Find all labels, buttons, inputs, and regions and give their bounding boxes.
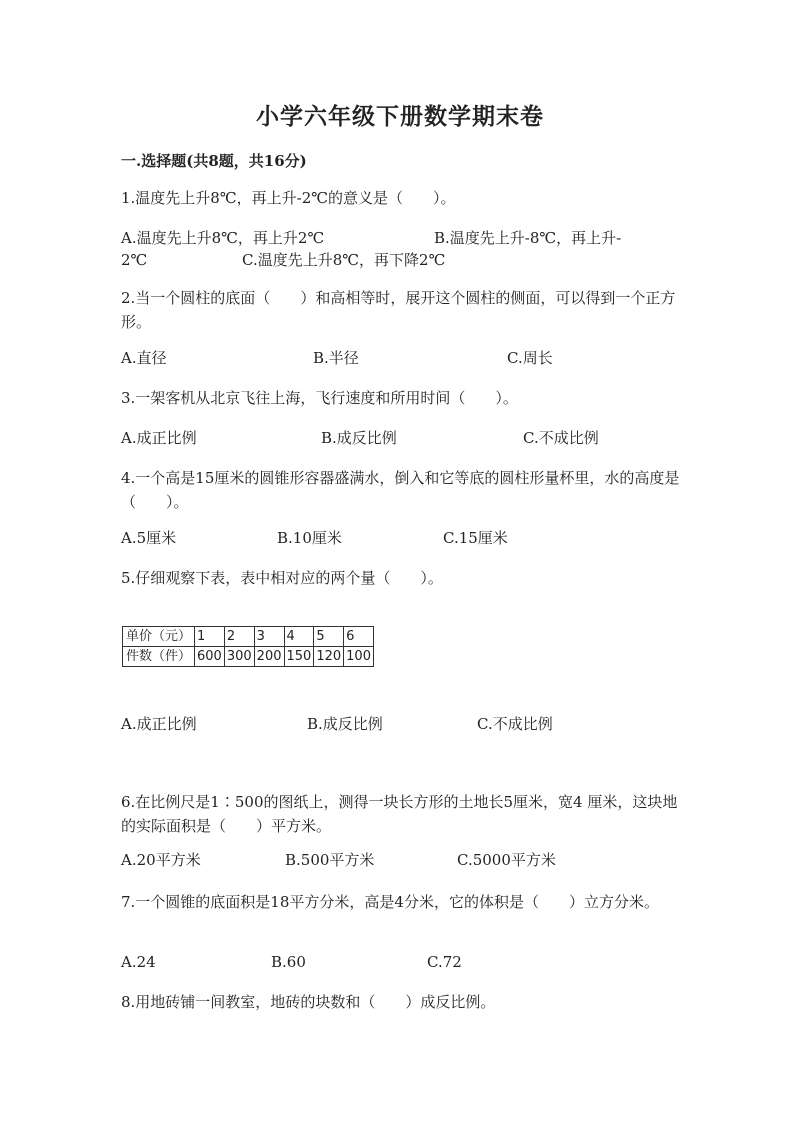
page-title: 小学六年级下册数学期末卷 — [256, 103, 544, 130]
section-heading: 一.选择题(共8题，共16分) — [121, 152, 307, 170]
q7-option-b: B.60 — [271, 953, 306, 971]
q5-option-c: C.不成比例 — [477, 715, 553, 733]
q2-options — [121, 346, 686, 370]
q6-option-c: C.5000平方米 — [457, 851, 556, 869]
table-cell: 3 — [254, 627, 284, 647]
table-cell: 600 — [195, 647, 225, 667]
q4-option-c: C.15厘米 — [443, 529, 508, 547]
table-cell: 单价（元） — [123, 627, 195, 647]
q6-options — [121, 848, 686, 872]
question-2: 2.当一个圆柱的底面（ ）和高相等时，展开这个圆柱的侧面，可以得到一个正方形。 — [121, 289, 676, 331]
price-quantity-table — [122, 626, 374, 667]
q7-option-a: A.24 — [121, 953, 156, 971]
question-4: 4.一个高是15厘米的圆锥形容器盛满水，倒入和它等底的圆柱形量杯里，水的高度是（ ）。 — [121, 469, 680, 511]
table-cell: 6 — [344, 627, 374, 647]
q1-option-b-continued: 2℃ — [121, 251, 148, 269]
q3-option-b: B.成反比例 — [321, 429, 397, 447]
table-cell: 1 — [195, 627, 225, 647]
question-8: 8.用地砖铺一间教室，地砖的块数和（ ）成反比例。 — [121, 993, 496, 1011]
table-cell: 100 — [344, 647, 374, 667]
q3-option-c: C.不成比例 — [523, 429, 599, 447]
q5-options — [121, 712, 686, 736]
q2-option-a: A.直径 — [121, 349, 167, 367]
q1-option-c: C.温度先上升8℃，再下降2℃ — [242, 251, 446, 269]
table-cell: 120 — [314, 647, 344, 667]
q1-option-a: A.温度先上升8℃，再上升2℃ — [121, 229, 325, 247]
table-cell: 150 — [284, 647, 314, 667]
q4-option-a: A.5厘米 — [121, 529, 177, 547]
q6-option-b: B.500平方米 — [285, 851, 375, 869]
table-cell: 5 — [314, 627, 344, 647]
q1-option-b: B.温度先上升-8℃，再上升- — [434, 229, 622, 247]
q3-option-a: A.成正比例 — [121, 429, 197, 447]
question-1: 1.温度先上升8℃，再上升-2℃的意义是（ ）。 — [121, 189, 456, 207]
q2-option-b: B.半径 — [313, 349, 359, 367]
question-7: 7.一个圆锥的底面积是18平方分米，高是4分米，它的体积是（ ）立方分米。 — [121, 893, 659, 911]
question-6: 6.在比例尺是1∶500的图纸上，测得一块长方形的土地长5厘米，宽4 厘米，这块地的实际面积是（ ）平方米。 — [121, 793, 678, 835]
table-row — [123, 627, 374, 647]
table-row — [123, 647, 374, 667]
q6-option-a: A.20平方米 — [121, 851, 201, 869]
q3-options — [121, 426, 686, 450]
table-cell: 件数（件） — [123, 647, 195, 667]
q5-option-a: A.成正比例 — [121, 715, 197, 733]
question-5: 5.仔细观察下表，表中相对应的两个量（ ）。 — [121, 569, 443, 587]
q2-option-c: C.周长 — [507, 349, 553, 367]
table-cell: 2 — [224, 627, 254, 647]
q7-options — [121, 950, 686, 974]
q7-option-c: C.72 — [427, 953, 462, 971]
q5-option-b: B.成反比例 — [307, 715, 383, 733]
q4-option-b: B.10厘米 — [277, 529, 342, 547]
table-cell: 300 — [224, 647, 254, 667]
table-cell: 4 — [284, 627, 314, 647]
q4-options — [121, 526, 686, 550]
question-3: 3.一架客机从北京飞往上海，飞行速度和所用时间（ ）。 — [121, 389, 518, 407]
table-cell: 200 — [254, 647, 284, 667]
